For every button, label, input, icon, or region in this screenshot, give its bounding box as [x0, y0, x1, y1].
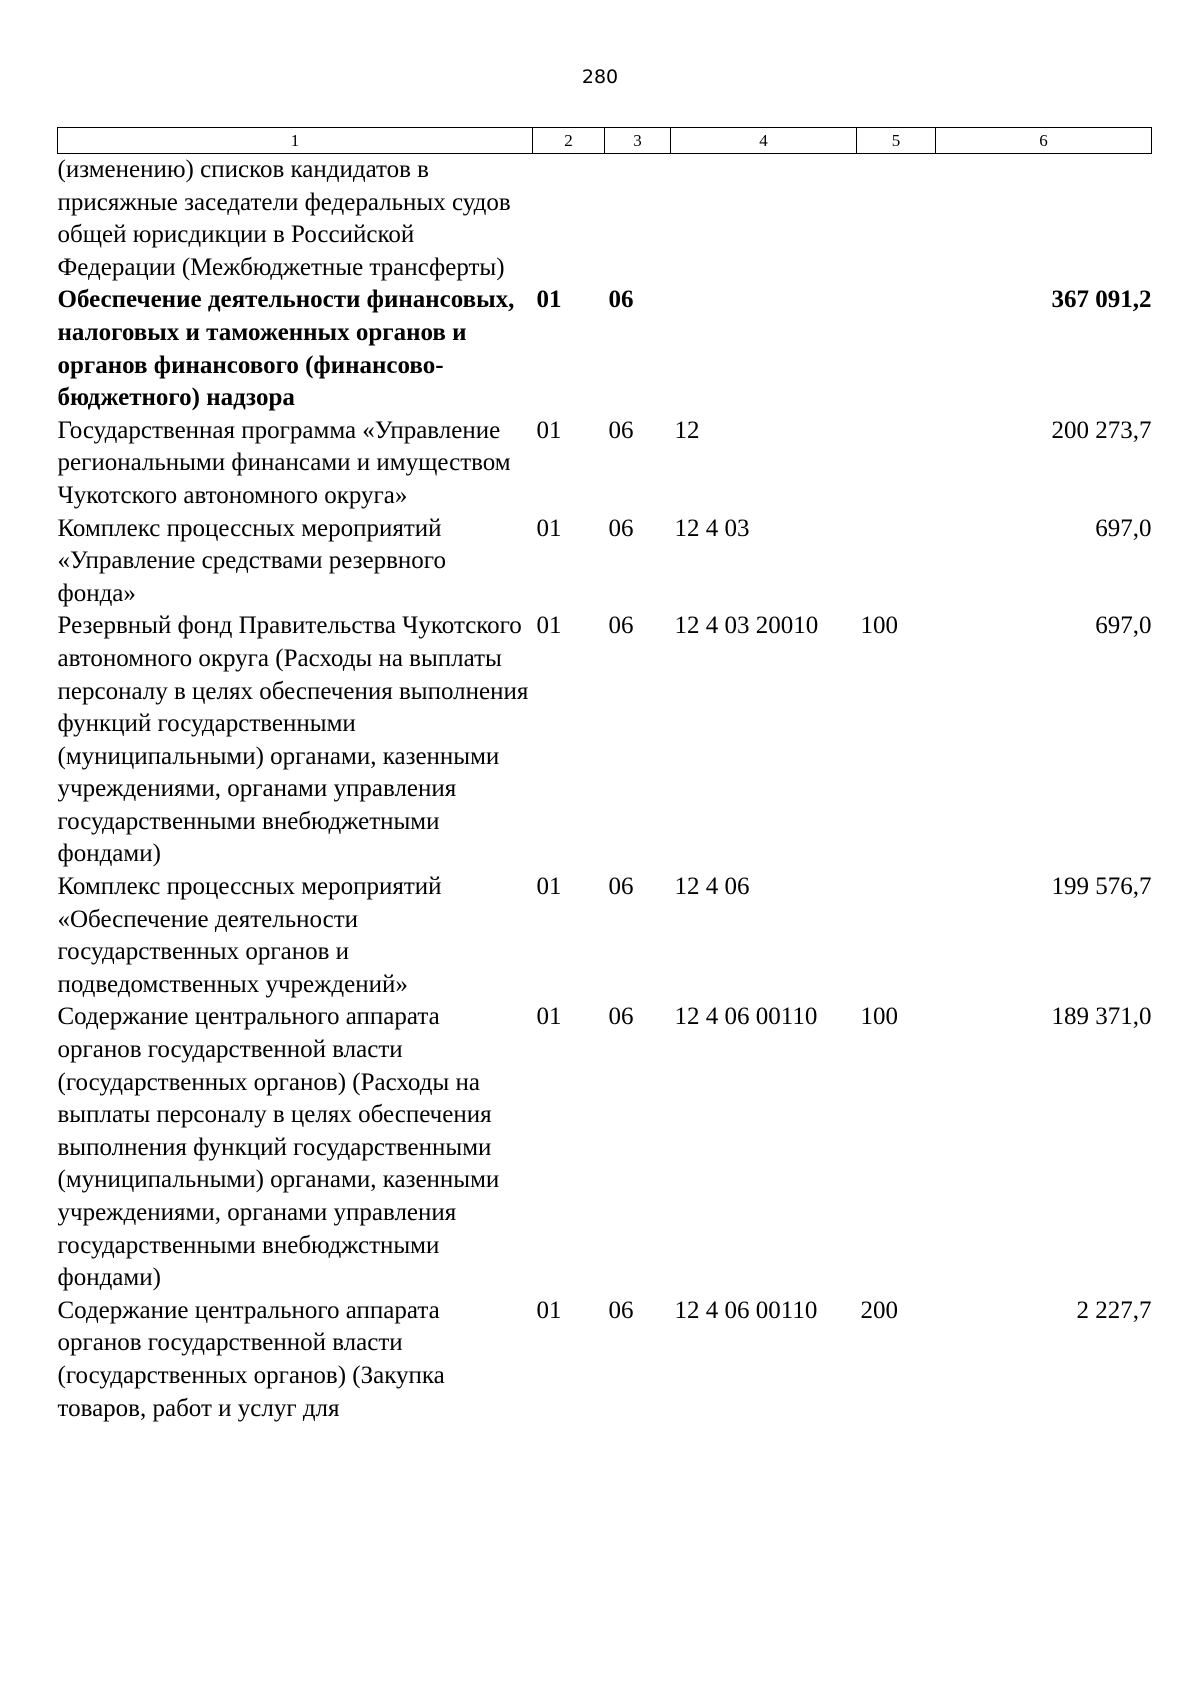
expense-type-code	[857, 513, 936, 611]
expense-name: Содержание центрального аппарата органов государственной власти (государственных органов) (Расходы на выплаты персоналу в целях обеспечения выполнения функций государственными (муниципальными) органами, казенными учреждениями, органами управления государственными внебюджстными фондами)	[57, 1003, 500, 1292]
budget-table	[57, 127, 1152, 1425]
amount: 697,0	[1095, 612, 1152, 640]
table-row	[58, 284, 1152, 414]
section-code: 01	[536, 514, 562, 542]
amount: 200 273,7	[1051, 416, 1152, 444]
target-article-code: 12 4 03 20010	[674, 612, 819, 640]
table-header	[58, 128, 1152, 154]
subsection-code: 06	[608, 873, 634, 901]
column-number-6: 6	[936, 128, 1152, 154]
amount: 2 227,7	[1076, 1296, 1152, 1324]
column-number-3: 3	[605, 128, 671, 154]
amount: 199 576,7	[1051, 873, 1152, 901]
column-number-4: 4	[671, 128, 857, 154]
column-number-2: 2	[533, 128, 605, 154]
column-number-row	[58, 128, 1152, 154]
section-code: 01	[536, 286, 562, 314]
column-number-1: 1	[58, 128, 533, 154]
target-article-code: 12 4 06 00110	[674, 1003, 818, 1031]
target-article-code: 12	[674, 416, 700, 444]
section-code: 01	[536, 873, 562, 901]
subsection-code: 06	[608, 612, 634, 640]
target-article-code: 12 4 06	[674, 873, 750, 901]
expense-name: Резервный фонд Правительства Чукотского автономного округа (Расходы на выплаты персоналу в целях обеспечения выполнения функций государственными (муниципальными) органами, казенными учреждениями, органами управления государственными внебюджетными фондами)	[57, 612, 529, 868]
section-code	[533, 154, 605, 285]
section-code: 01	[536, 416, 562, 444]
table-row	[58, 610, 1152, 871]
table-row	[58, 513, 1152, 611]
expense-name: Государственная программа «Управление региональными финансами и имуществом Чукотского автономного округа»	[57, 416, 511, 509]
section-code: 01	[536, 612, 562, 640]
amount: 189 371,0	[1051, 1003, 1152, 1031]
table-row	[58, 415, 1152, 513]
page-number: 280	[581, 66, 619, 88]
target-article-code	[671, 284, 857, 414]
target-article-code	[671, 154, 857, 285]
expense-type-code: 100	[860, 1003, 898, 1031]
expense-name: Содержание центрального аппарата органов государственной власти (государственных органов) (Закупка товаров, работ и услуг для	[57, 1296, 445, 1422]
subsection-code	[605, 154, 671, 285]
table-row	[58, 1295, 1152, 1425]
subsection-code: 06	[608, 1296, 634, 1324]
expense-type-code	[857, 154, 936, 285]
expense-type-code	[857, 871, 936, 1001]
expense-type-code: 100	[860, 612, 898, 640]
expense-type-code	[857, 284, 936, 414]
expense-name: Обеспечение деятельности финансовых, налоговых и таможенных органов и органов финансового (финансово-бюджетного) надзора	[57, 286, 515, 412]
subsection-code: 06	[608, 416, 634, 444]
section-code: 01	[536, 1003, 562, 1031]
target-article-code: 12 4 06 00110	[674, 1296, 818, 1324]
table-row	[58, 871, 1152, 1001]
expense-type-code	[857, 415, 936, 513]
amount: 367 091,2	[1051, 286, 1152, 314]
column-number-5: 5	[857, 128, 936, 154]
table-body	[58, 154, 1152, 1426]
subsection-code: 06	[608, 286, 634, 314]
table-row	[58, 1001, 1152, 1294]
subsection-code: 06	[608, 1003, 634, 1031]
section-code: 01	[536, 1296, 562, 1324]
table-row	[58, 154, 1152, 285]
expense-name: Комплекс процессных мероприятий «Управление средствами резервного фонда»	[57, 514, 446, 607]
amount	[936, 154, 1152, 285]
target-article-code: 12 4 03	[674, 514, 750, 542]
amount: 697,0	[1095, 514, 1152, 542]
expense-type-code: 200	[860, 1296, 898, 1324]
expense-name: Комплекс процессных мероприятий «Обеспечение деятельности государственных органов и подведомственных учреждений»	[57, 873, 442, 998]
subsection-code: 06	[608, 514, 634, 542]
expense-name: (изменению) списков кандидатов в присяжные заседатели федеральных судов общей юрисдикции в Российской Федерации (Межбюджетные трансферты)	[57, 156, 511, 281]
